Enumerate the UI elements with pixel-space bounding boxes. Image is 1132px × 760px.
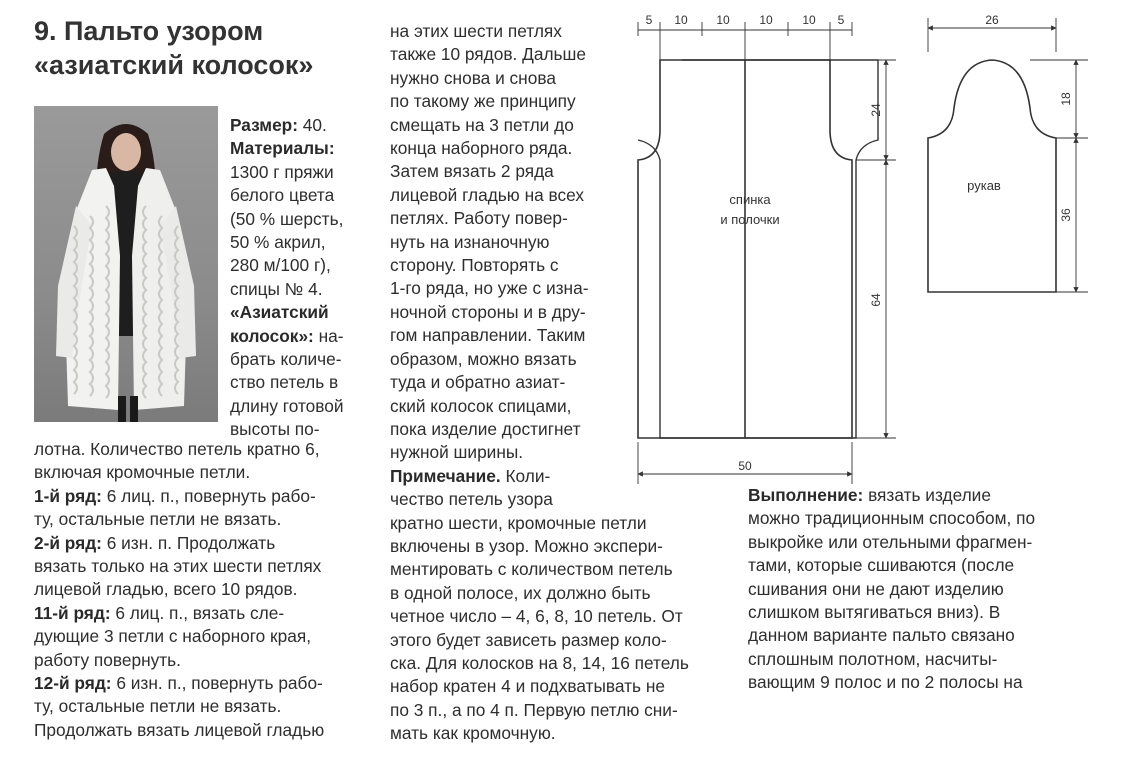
- text-line: [390, 675, 730, 698]
- body-label-1: спинка: [729, 192, 771, 207]
- text-line: [34, 672, 374, 695]
- line-text: этого будет зависеть размер коло-: [390, 629, 667, 650]
- dim-sleeve-width: 26: [985, 13, 999, 27]
- line-text: данном варианте пальто связано: [748, 625, 1015, 646]
- line-text: по такому же принципу: [390, 91, 576, 112]
- line-text: вязать только на этих шести петлях: [34, 556, 322, 577]
- text-line: [34, 719, 374, 742]
- text-line: [748, 648, 1108, 671]
- line-text: можно традиционным способом, по: [748, 508, 1036, 529]
- text-line: [390, 512, 730, 535]
- line-text: слишком вытягиваться вниз). В: [748, 602, 1001, 623]
- line-text: пока изделие достигнет: [390, 418, 581, 439]
- line-text: ство петель в: [230, 372, 339, 393]
- line-text: включая кромочные петли.: [34, 462, 251, 483]
- dim-top-3: 10: [716, 13, 730, 27]
- text-line: [390, 535, 730, 558]
- text-column-1-top: [230, 114, 370, 442]
- text-line: [34, 695, 374, 718]
- line-text: брать количе-: [230, 349, 342, 370]
- dim-bottom-width: 50: [738, 459, 752, 473]
- text-line: [748, 671, 1108, 694]
- line-text: лицевой гладью на всех: [390, 184, 585, 205]
- text-line: [390, 582, 730, 605]
- line-text: включены в узор. Можно экспери-: [390, 535, 663, 556]
- line-text: смещать на 3 петли до: [390, 114, 574, 135]
- text-line: [230, 114, 370, 137]
- line-text: белого цвета: [230, 185, 335, 206]
- text-line: [390, 629, 730, 652]
- line-text: ский колосок спицами,: [390, 395, 572, 416]
- text-line: [34, 485, 374, 508]
- text-line: [390, 558, 730, 581]
- text-line: [748, 578, 1108, 601]
- dim-sleeve-cap: 18: [1059, 92, 1073, 106]
- line-text: 50 % акрил,: [230, 232, 326, 253]
- text-line: [230, 161, 370, 184]
- text-line: [230, 395, 370, 418]
- line-text: 6 лиц. п., вязать сле-: [110, 602, 285, 623]
- text-line: [230, 348, 370, 371]
- dim-top-1: 5: [645, 13, 653, 27]
- bold-lead: 2-й ряд:: [34, 532, 102, 553]
- line-text: 1300 г пряжи: [230, 161, 334, 182]
- bold-lead: 1-й ряд:: [34, 485, 102, 506]
- line-text: ска. Для колосков на 8, 14, 16 петель: [390, 652, 689, 673]
- line-text: ночной стороны и в дру-: [390, 301, 586, 322]
- line-text: конца наборного ряда.: [390, 138, 573, 159]
- text-line: [34, 578, 374, 601]
- line-text: длину готовой: [230, 395, 344, 416]
- line-text: гом направлении. Таким: [390, 325, 586, 346]
- text-line: [230, 371, 370, 394]
- line-text: выкройке или отельными фрагмен-: [748, 531, 1033, 552]
- dim-lower-height: 64: [869, 293, 883, 307]
- bold-lead: «Азиатский: [230, 302, 329, 323]
- line-text: ментировать с количеством петель: [390, 559, 673, 580]
- line-text: также 10 рядов. Дальше: [390, 44, 587, 65]
- text-line: [390, 699, 730, 722]
- line-text: дующие 3 петли с наборного края,: [34, 626, 311, 647]
- line-text: Продолжать вязать лицевой гладью: [34, 719, 325, 740]
- line-text: четное число – 4, 6, 8, 10 петель. От: [390, 606, 683, 627]
- line-text: тами, которые сшиваются (после: [748, 555, 1015, 576]
- article-title: [34, 14, 374, 82]
- line-text: лицевой гладью, всего 10 рядов.: [34, 579, 298, 600]
- dim-sleeve-length: 36: [1059, 208, 1073, 222]
- bold-lead: 12-й ряд:: [34, 673, 112, 694]
- line-text: ту, остальные петли не вязать.: [34, 509, 282, 530]
- text-line: [748, 554, 1108, 577]
- sleeve-label: рукав: [967, 178, 1001, 193]
- dim-upper-height: 24: [869, 103, 883, 117]
- line-text: набор кратен 4 и подхватывать не: [390, 676, 665, 697]
- line-text: туда и обратно азиат-: [390, 372, 566, 393]
- line-text: 6 лиц. п., повернуть рабо-: [101, 485, 316, 506]
- bold-lead: колосок»:: [230, 325, 314, 346]
- line-text: сплошным полотном, насчиты-: [748, 648, 998, 669]
- text-column-1-bottom: [34, 438, 374, 742]
- line-text: кратно шести, кромочные петли: [390, 512, 647, 533]
- line-text: (50 % шерсть,: [230, 208, 344, 229]
- body-label-2: и полочки: [720, 212, 780, 227]
- line-text: мать как кромочную.: [390, 723, 556, 744]
- dim-top-4: 10: [759, 13, 773, 27]
- line-text: образом, можно вязать: [390, 348, 577, 369]
- title-line-1: 9. Пальто узором: [34, 16, 264, 46]
- line-text: спицы № 4.: [230, 278, 323, 299]
- text-line: [390, 488, 730, 511]
- text-line: [34, 602, 374, 625]
- line-text: сторону. Повторять с: [390, 255, 559, 276]
- text-line: [34, 532, 374, 555]
- coat-photo: [34, 106, 218, 422]
- line-text: нуть на изнаночную: [390, 231, 550, 252]
- line-text: высоты по-: [230, 419, 320, 440]
- text-line: [748, 601, 1108, 624]
- line-text: работу повернуть.: [34, 649, 181, 670]
- text-line: [230, 325, 370, 348]
- text-line: [230, 278, 370, 301]
- line-text: чество петель узора: [390, 489, 553, 510]
- line-text: на-: [313, 325, 344, 346]
- text-line: [34, 555, 374, 578]
- text-line: [230, 254, 370, 277]
- line-text: 1-го ряда, но уже с изна-: [390, 278, 589, 299]
- line-text: ту, остальные петли не вязать.: [34, 696, 282, 717]
- line-text: нужной ширины.: [390, 442, 524, 463]
- bold-lead: Примечание.: [390, 465, 501, 486]
- bold-lead: Размер:: [230, 115, 298, 135]
- dim-top-5: 10: [802, 13, 816, 27]
- text-line: [390, 722, 730, 745]
- text-line: [34, 508, 374, 531]
- text-line: [230, 137, 370, 160]
- line-text: Коли-: [500, 465, 551, 486]
- text-line: [230, 184, 370, 207]
- text-line: [230, 231, 370, 254]
- line-text: 6 изн. п., повернуть рабо-: [111, 673, 323, 694]
- line-text: вязать изделие: [863, 485, 991, 505]
- text-column-3: [748, 484, 1108, 695]
- line-text: по 3 п., а по 4 п. Первую петлю сни-: [390, 699, 678, 720]
- line-text: 280 м/100 г),: [230, 255, 331, 276]
- dim-top-2: 10: [674, 13, 688, 27]
- line-text: вающим 9 полос и по 2 полосы на: [748, 672, 1023, 693]
- pattern-diagram: [630, 8, 1110, 488]
- line-text: сшивания они не дают изделию: [748, 578, 1004, 599]
- body-piece-outline: [648, 60, 886, 438]
- bold-lead: 11-й ряд:: [34, 602, 111, 623]
- text-line: [34, 649, 374, 672]
- line-text: лотна. Количество петель кратно 6,: [34, 439, 320, 459]
- text-line: [34, 625, 374, 648]
- bold-lead: Материалы:: [230, 138, 335, 159]
- line-text: 40.: [298, 115, 327, 135]
- text-line: [34, 438, 374, 461]
- text-line: [390, 652, 730, 675]
- text-line: [230, 208, 370, 231]
- title-line-2: «азиатский колосок»: [34, 50, 314, 80]
- line-text: нужно снова и снова: [390, 67, 556, 88]
- text-line: [748, 507, 1108, 530]
- line-text: в одной полосе, их должно быть: [390, 582, 651, 603]
- text-line: [390, 605, 730, 628]
- blank-area: [784, 706, 1076, 754]
- text-line: [230, 301, 370, 324]
- line-text: петлях. Работу повер-: [390, 208, 568, 229]
- text-line: [748, 624, 1108, 647]
- line-text: 6 изн. п. Продолжать: [101, 532, 276, 553]
- bold-lead: Выполнение:: [748, 485, 864, 505]
- line-text: на этих шести петлях: [390, 21, 562, 41]
- text-line: [34, 461, 374, 484]
- line-text: Затем вязать 2 ряда: [390, 161, 554, 182]
- dim-top-6: 5: [837, 13, 845, 27]
- text-line: [748, 531, 1108, 554]
